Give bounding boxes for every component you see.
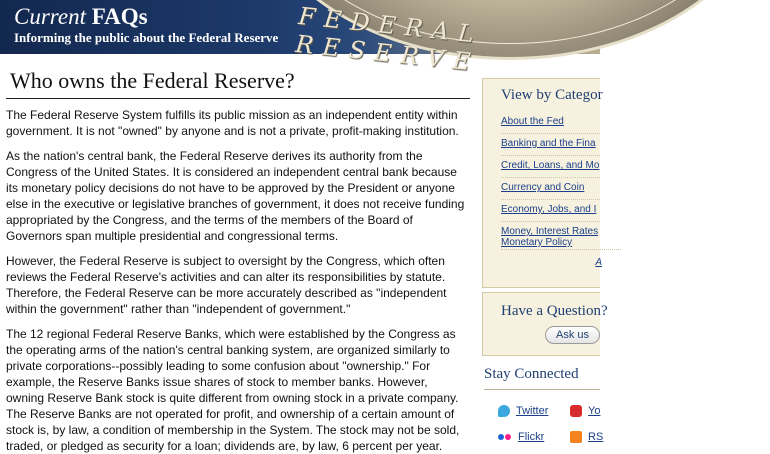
seal-lettering: FEDERAL RESERVE [294, 2, 485, 77]
article-paragraph: The 12 regional Federal Reserve Banks, which were established by the Congress as the operating arms of the nation's central banking system, are organized similarly to private corporations--possibly leading to some confusion about "ownership." For example, the Reserve Banks issue shares of stock to member banks. However, owning Reserve Bank stock is quite different from owning stock in a private company. The Reserve Banks are not operated for profit, and ownership of a certain amount of stock is, by law, a condition of membership in the System. The stock may not be sold, traded, or pledged as security for a loan; dividends are, by law, 6 percent per year. [6, 327, 460, 453]
twitter-link[interactable] [484, 405, 560, 417]
category-box [482, 78, 603, 288]
youtube-link[interactable] [560, 405, 600, 417]
article-paragraph: As the nation's central bank, the Federal Reserve derives its authority from the Congress of the United States. It is considered an independent central bank because its monetary policy decisions do not have to be approved by the President or anyone else in the executive or legislative branches of government, it does not receive funding appropriated by the Congress, and the terms of the members of the Board of Governors span multiple presidential and congressional terms. [6, 149, 465, 243]
stay-connected-heading: Stay Connected [484, 366, 600, 390]
category-link-economy-jobs[interactable]: Economy, Jobs, and I [501, 200, 600, 222]
question-heading: Have a Question? [501, 303, 608, 319]
flickr-icon [498, 431, 512, 443]
flickr-label: Flickr [518, 431, 545, 443]
article-paragraph: The Federal Reserve System fulfills its public mission as an independent entity within government. It is not "owned" by anyone and is not a private, profit-making institution. [6, 108, 459, 138]
site-tagline: Informing the public about the Federal Reserve [14, 30, 279, 45]
category-link-credit-loans[interactable]: Credit, Loans, and Mo [501, 156, 600, 178]
article-paragraph: However, the Federal Reserve is subject to oversight by the Congress, which often reviews the Federal Reserve's activities and can alter its responsibilities by statute. Therefore, the Federal Reserve can be more accurately described as "independent within the government" rather than "independent of government." [6, 254, 447, 316]
category-link-about-the-fed[interactable]: About the Fed [501, 112, 600, 134]
ask-us-button[interactable]: Ask us [545, 326, 600, 344]
category-link-currency-coin[interactable]: Currency and Coin [501, 178, 600, 200]
twitter-icon [498, 405, 510, 417]
twitter-label: Twitter [516, 405, 549, 417]
sidebar [482, 78, 608, 450]
all-categories-link[interactable]: A [595, 257, 602, 268]
site-banner [0, 0, 600, 77]
youtube-icon [570, 405, 582, 417]
stay-connected [482, 366, 604, 450]
site-logo[interactable] [14, 4, 148, 30]
category-link-banking[interactable]: Banking and the Fina [501, 134, 600, 156]
article [6, 62, 470, 453]
brand-bold-text: FAQs [91, 4, 148, 29]
question-box [482, 292, 608, 356]
page-title: Who owns the Federal Reserve? [6, 62, 470, 99]
rss-label: RS [588, 431, 604, 443]
category-link-money-interest-rates[interactable]: Money, Interest Rates Monetary Policy [501, 222, 621, 250]
flickr-link[interactable] [484, 431, 560, 443]
brand-italic-text: Current [14, 4, 86, 29]
rss-link[interactable] [560, 431, 604, 443]
category-heading: View by Categor [501, 87, 603, 103]
youtube-label: Yo [588, 405, 601, 417]
rss-icon [570, 431, 582, 443]
social-row [484, 424, 604, 450]
social-row [484, 398, 600, 424]
